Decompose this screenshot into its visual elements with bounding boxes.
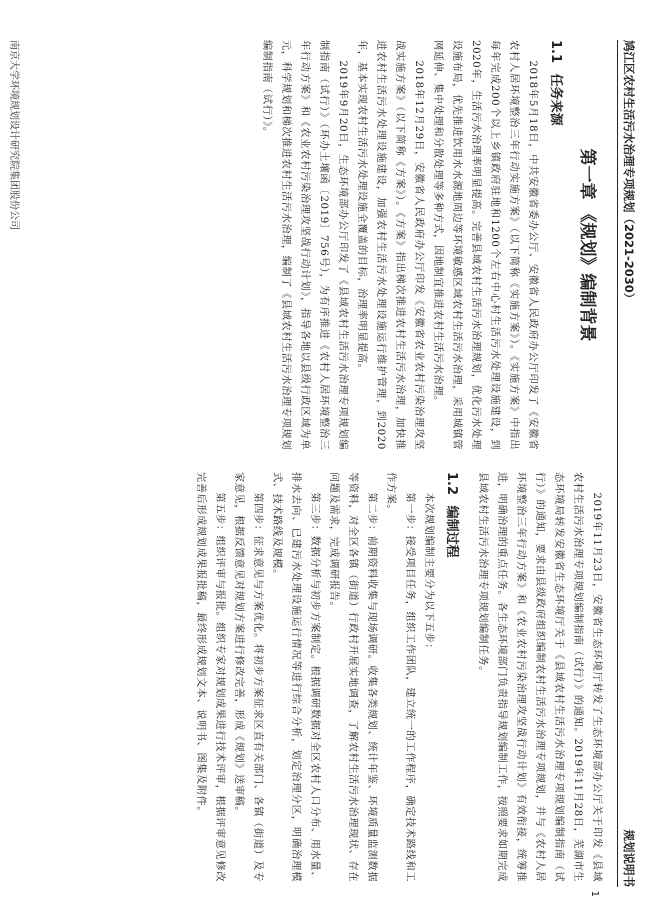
document-type-label: 规划说明书 (622, 829, 636, 887)
body-paragraph: 本次规划编制主要分为以下五步： (423, 492, 434, 655)
process-step: 第三步：数据分析与初步方案制定。根据调研数据对全区农村人口分布、用水量、排水去向、已建污水处理设施运行情况等进行综合分析，划定治理分区，明确治理模式、技术路线及规模。 (271, 472, 320, 882)
page-number: 1 (589, 890, 600, 897)
page-header (617, 40, 640, 887)
body-paragraph: 2019年11月23日，安徽省生态环境厅转发了生态环境部办公厅关于印发《县域农村生活污水治理专项规划编制指南（试行）》的通知。2019年11月28日，芜湖市生态环境局转发安徽省生态环境厅关于《县域农村生活污水治理专项规划编制指南（试行）》的通知，要求由县级政府组织编制农村生活污水治理专项规划，并与《农村人居环境整治三年行动方案》和《农业农村污染治理攻坚战行动计划》有效衔接，统筹推进，明确治理的重点任务。各生态环境部门负责指导规划编制工作，按照要求如期完成县域农村生活污水治理专项规划编制任务。 (477, 472, 602, 882)
body-paragraph: 2019年9月20日，生态环境部办公厅印发了《县域农村生活污水治理专项规划编制指南（试行）》（环办土壤函〔2019〕756号），为有序推进《农村人居环境整治三年行动方案》和《农业农村污染治理攻坚战行动计划》，指导各地以县级行政区域为单元，科学规划和梯次推进农村生活污水治理，编制了《县域农村生活污水治理专项规划编制指南（试行）》。 (261, 40, 348, 450)
section-number: 1.1 (548, 40, 563, 64)
document-title: 鸠江区农村生活污水治理专项规划（2021-2030） (622, 40, 636, 305)
process-step: 第二步：前期资料收集与现场调研。收集各类规划、统计年鉴、环境质量监测数据等资料，对全区各镇（街道）行政村开展实地调查，了解农村生活污水治理现状、存在问题及需求，完成调研报告。 (328, 472, 377, 882)
process-step: 第五步：组织评审与报批。组织专家对规划成果进行技术评审，根据评审意见修改完善后形成规划成果报批稿，最终形成规划文本、说明书、图集及附件。 (195, 472, 225, 882)
left-column (30, 40, 606, 450)
section-heading-1-1 (548, 40, 567, 450)
section-number: 1.2 (444, 472, 459, 496)
process-step: 第一步：接受项目任务，组织工作团队，建立统一的工作程序，确定技术路线和工作方案。 (385, 472, 415, 882)
section-heading-1-2 (444, 472, 463, 882)
footer-organization: 南京大学环境规划设计研究院集团股份公司 (8, 40, 19, 230)
chapter-title: 第一章 《规划》编制背景 (577, 148, 597, 342)
process-step-list (191, 472, 419, 882)
section-title: 任务来源 (548, 73, 563, 126)
right-column (30, 472, 606, 882)
section-title: 编制过程 (444, 505, 459, 558)
process-step: 第四步：征求意见与方案优化。将初步方案征求区直有关部门、各镇（街道）及专家意见，根据反馈意见对规划方案进行修改完善，形成《规划》送审稿。 (233, 472, 263, 882)
body-paragraph: 2018年12月29日，安徽省人民政府办公厅印发《安徽省农业农村污染治理攻坚战实施方案》（以下简称《方案》）。《方案》指出梯次推进农村生活污水治理，加快推进农村生活污水处理设施建设，加强农村生活污水处理设施运行维护管理，到2020年，基本实现农村生活污水处理设施全覆盖的目标，治理率明显提高。 (356, 40, 424, 450)
body-paragraph: 2018年5月18日，中共安徽省委办公厅、安徽省人民政府办公厅印发了《安徽省农村人居环境整治三年行动实施方案》（以下简称《实施方案》）。《实施方案》中指出每年完成200个以上乡镇政府驻地和1200个左右中心村生活污水处理设施建设，到2020年，生活污水治理率明显提高。完善县域农村生活污水治理规划，优化污水处理设施布局，优先推进饮用水水源地周边等环境敏感区域农村生活污水治理，采用城镇管网延伸、集中处理和分散处理等多种方式，因地制宜推进农村生活污水治理。 (432, 40, 538, 450)
